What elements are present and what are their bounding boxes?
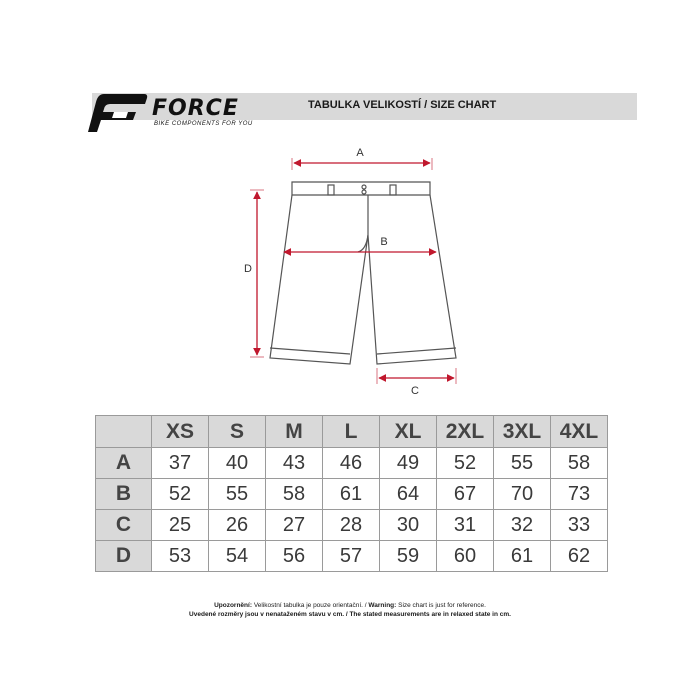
table-cell: 40: [209, 448, 266, 479]
table-cell: 37: [152, 448, 209, 479]
footnote-line-1: [0, 602, 700, 609]
size-header-l: L: [323, 416, 380, 448]
table-cell: 57: [323, 541, 380, 572]
table-cell: 61: [494, 541, 551, 572]
table-cell: 58: [266, 479, 323, 510]
size-header-m: M: [266, 416, 323, 448]
table-row: [96, 448, 608, 479]
table-cell: 43: [266, 448, 323, 479]
shorts-outline: [270, 182, 456, 364]
size-header-4xl: 4XL: [551, 416, 608, 448]
table-row: [96, 479, 608, 510]
table-cell: 26: [209, 510, 266, 541]
table-cell: 27: [266, 510, 323, 541]
table-cell: 55: [494, 448, 551, 479]
table-cell: 73: [551, 479, 608, 510]
dimension-d-label: D: [244, 263, 252, 275]
size-header-xl: XL: [380, 416, 437, 448]
size-header-2xl: 2XL: [437, 416, 494, 448]
table-cell: 62: [551, 541, 608, 572]
table-cell: 30: [380, 510, 437, 541]
size-table: [95, 415, 608, 572]
size-header-3xl: 3XL: [494, 416, 551, 448]
row-label-b: B: [96, 479, 152, 510]
table-corner-cell: [96, 416, 152, 448]
table-row: [96, 510, 608, 541]
table-cell: 59: [380, 541, 437, 572]
dimension-a-label: A: [356, 147, 364, 159]
footnote-warning-cz-label: Upozornění:: [214, 602, 252, 609]
shorts-diagram: [240, 140, 470, 400]
table-cell: 33: [551, 510, 608, 541]
table-cell: 53: [152, 541, 209, 572]
dimension-c-label: C: [411, 385, 419, 397]
row-label-c: C: [96, 510, 152, 541]
footnote-warning-en-label: Warning:: [368, 602, 397, 609]
table-cell: 54: [209, 541, 266, 572]
footnote-line-2: [0, 611, 700, 618]
table-cell: 67: [437, 479, 494, 510]
dimension-b-label: B: [380, 236, 388, 248]
table-cell: 25: [152, 510, 209, 541]
chart-title: TABULKA VELIKOSTÍ / SIZE CHART: [308, 99, 497, 111]
table-cell: 28: [323, 510, 380, 541]
table-cell: 70: [494, 479, 551, 510]
footnote-warning-en-text: Size chart is just for reference.: [398, 602, 486, 609]
table-cell: 52: [152, 479, 209, 510]
table-cell: 56: [266, 541, 323, 572]
size-header-xs: XS: [152, 416, 209, 448]
force-logo-icon: [88, 92, 150, 134]
footnote-measure-en: The stated measurements are in relaxed state in cm.: [349, 611, 511, 618]
footnote-warning-cz-text: Velikostní tabulka je pouze orientační. /: [253, 602, 367, 609]
table-cell: 61: [323, 479, 380, 510]
table-cell: 64: [380, 479, 437, 510]
table-cell: 52: [437, 448, 494, 479]
table-cell: 55: [209, 479, 266, 510]
size-header-s: S: [209, 416, 266, 448]
table-cell: 46: [323, 448, 380, 479]
table-cell: 32: [494, 510, 551, 541]
table-cell: 49: [380, 448, 437, 479]
table-cell: 60: [437, 541, 494, 572]
table-row: [96, 541, 608, 572]
table-cell: 31: [437, 510, 494, 541]
row-label-a: A: [96, 448, 152, 479]
row-label-d: D: [96, 541, 152, 572]
brand-name: FORCE: [152, 96, 239, 121]
size-header-row: [96, 416, 608, 448]
footnote-measure-cz: Uvedené rozměry jsou v nenataženém stavu v cm. /: [189, 611, 348, 618]
table-cell: 58: [551, 448, 608, 479]
force-logo: [88, 92, 278, 134]
brand-tagline: BIKE COMPONENTS FOR YOU: [154, 121, 253, 127]
